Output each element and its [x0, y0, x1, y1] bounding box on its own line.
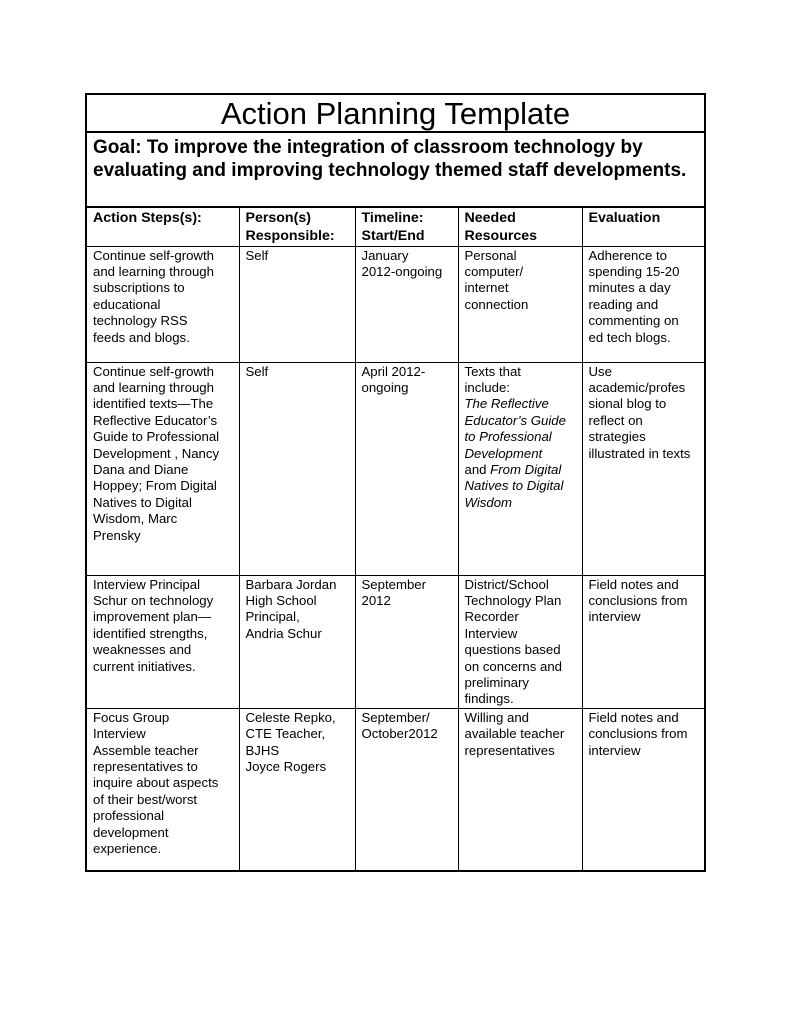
cell-line — [465, 642, 576, 658]
cell-line: Evaluation — [588, 210, 661, 226]
cell-line: current initiatives. — [93, 658, 196, 674]
cell-text: Texts that — [464, 363, 521, 379]
cell-line — [465, 609, 576, 625]
cell-text: Development — [464, 445, 543, 461]
cell-line: January — [361, 247, 409, 263]
cell-line: Field notes and — [588, 709, 679, 725]
cell-line: Resources — [464, 228, 538, 244]
cell-text: computer/ — [464, 263, 524, 279]
cell-line — [465, 413, 576, 429]
cell-text: available teacher — [464, 726, 565, 742]
cell-line: Start/End — [361, 228, 425, 244]
cell-timeline — [355, 575, 458, 708]
header-evaluation — [582, 208, 704, 246]
cell-timeline — [355, 362, 458, 575]
cell-line: academic/profes — [588, 379, 686, 395]
cell-line: Focus Group — [93, 709, 170, 725]
cell-line: Wisdom, Marc — [93, 511, 178, 527]
cell-line: interview — [588, 742, 641, 758]
cell-text: Personal — [464, 247, 517, 263]
cell-line: feeds and blogs. — [93, 329, 190, 345]
table-row — [87, 246, 704, 362]
cell-line: conclusions from — [588, 592, 688, 608]
cell-line: Guide to Professional — [93, 429, 220, 445]
cell-line: Timeline: — [361, 210, 424, 226]
cell-line: Development , Nancy — [93, 445, 220, 461]
cell-line — [465, 495, 576, 511]
cell-text: Technology Plan — [464, 592, 562, 608]
cell-text: Interview — [464, 625, 518, 641]
cell-line: September/ — [361, 709, 430, 725]
table-row — [87, 708, 704, 872]
cell-line — [465, 396, 576, 412]
cell-line — [465, 726, 576, 742]
cell-line: subscriptions to — [93, 280, 185, 296]
cell-line: inquire about aspects — [93, 775, 219, 791]
header-action-steps — [87, 208, 239, 246]
cell-needed-resources — [458, 575, 582, 708]
cell-line: Prensky — [93, 527, 141, 543]
cell-line: Use — [588, 363, 612, 379]
cell-line: professional — [93, 808, 165, 824]
cell-needed-resources — [458, 708, 582, 872]
cell-line: identified texts—The — [93, 396, 214, 412]
cell-line: conclusions from — [588, 726, 688, 742]
cell-line: spending 15-20 — [588, 263, 680, 279]
cell-line — [465, 691, 576, 707]
cell-line: 2012 — [361, 592, 391, 608]
cell-text: The Reflective — [464, 396, 549, 412]
cell-line: BJHS — [245, 742, 280, 758]
cell-line: Person(s) — [245, 210, 311, 226]
cell-line — [465, 710, 576, 726]
cell-needed-resources — [458, 362, 582, 575]
cell-text: on concerns and — [464, 658, 563, 674]
cell-line: Principal, — [245, 609, 300, 625]
cell-line: High School — [245, 592, 317, 608]
cell-line: strategies — [588, 429, 646, 445]
cell-persons-responsible — [239, 575, 355, 708]
header-timeline — [355, 208, 458, 246]
cell-line: Natives to Digital — [93, 494, 192, 510]
cell-text: findings. — [464, 691, 514, 707]
cell-text: Willing and — [464, 709, 530, 725]
cell-evaluation — [582, 575, 704, 708]
cell-line: Action Steps(s): — [93, 210, 202, 226]
cell-line: April 2012- — [361, 363, 426, 379]
cell-timeline — [355, 708, 458, 872]
cell-line: Continue self-growth — [93, 363, 214, 379]
cell-line: ed tech blogs. — [588, 329, 671, 345]
cell-line — [465, 280, 576, 296]
cell-line — [465, 380, 576, 396]
document-title: Action Planning Template — [87, 95, 704, 133]
cell-persons-responsible — [239, 708, 355, 872]
cell-persons-responsible — [239, 362, 355, 575]
cell-text: to Professional — [464, 429, 552, 445]
cell-line: Assemble teacher — [93, 742, 199, 758]
cell-line: Celeste Repko, — [245, 709, 336, 725]
cell-line: CTE Teacher, — [245, 726, 326, 742]
cell-text-italic: From Digital — [490, 461, 562, 477]
cell-line: September — [361, 576, 427, 592]
table-header-row — [87, 208, 704, 246]
cell-line: Needed — [464, 210, 516, 226]
cell-action-steps — [87, 575, 239, 708]
cell-line: reflect on — [588, 412, 643, 428]
table-row — [87, 362, 704, 575]
cell-line — [465, 659, 576, 675]
cell-line — [465, 593, 576, 609]
cell-line: interview — [588, 609, 641, 625]
cell-line: commenting on — [588, 313, 679, 329]
cell-line — [465, 675, 576, 691]
cell-line: Hoppey; From Digital — [93, 478, 217, 494]
cell-line: Responsible: — [245, 228, 335, 244]
cell-line: Field notes and — [588, 576, 679, 592]
cell-evaluation — [582, 246, 704, 362]
header-needed-resources — [458, 208, 582, 246]
cell-line: development — [93, 824, 169, 840]
cell-needed-resources — [458, 246, 582, 362]
cell-line: Schur on technology — [93, 592, 214, 608]
cell-line: minutes a day — [588, 280, 671, 296]
cell-line: reading and — [588, 296, 659, 312]
cell-text: representatives — [464, 742, 555, 758]
cell-line: Barbara Jordan — [245, 576, 337, 592]
cell-line — [465, 743, 576, 759]
cell-line — [465, 429, 576, 445]
action-plan-table — [87, 208, 704, 872]
cell-action-steps — [87, 246, 239, 362]
cell-timeline — [355, 246, 458, 362]
cell-text: District/School — [464, 576, 549, 592]
cell-text: connection — [464, 296, 529, 312]
cell-line: Joyce Rogers — [245, 758, 327, 774]
cell-line: October2012 — [361, 726, 438, 742]
cell-line: Interview — [93, 726, 146, 742]
goal-statement: Goal: To improve the integration of classroom technology by evaluating and improving technology themed staff developments. — [87, 133, 704, 208]
cell-line: identified strengths, — [93, 625, 208, 641]
cell-text: Natives to Digital — [464, 478, 564, 494]
cell-text: questions based — [464, 642, 561, 658]
cell-line — [465, 577, 576, 593]
cell-line: improvement plan— — [93, 609, 212, 625]
action-plan-document — [85, 93, 706, 872]
cell-line: and learning through — [93, 379, 214, 395]
header-persons-responsible — [239, 208, 355, 246]
cell-evaluation — [582, 708, 704, 872]
cell-line: Adherence to — [588, 247, 667, 263]
table-row — [87, 575, 704, 708]
cell-text: and — [464, 461, 491, 477]
cell-line: experience. — [93, 841, 162, 856]
cell-line: Self — [245, 247, 269, 263]
cell-persons-responsible — [239, 246, 355, 362]
cell-line: Interview Principal — [93, 576, 201, 592]
cell-line — [465, 297, 576, 313]
cell-line — [465, 478, 576, 494]
cell-text: internet — [464, 280, 509, 296]
cell-line: ongoing — [361, 379, 409, 395]
cell-text: Wisdom — [464, 494, 513, 510]
cell-line: Andria Schur — [245, 625, 322, 641]
cell-line: 2012-ongoing — [361, 263, 443, 279]
cell-text: preliminary — [464, 674, 529, 690]
cell-line: Dana and Diane — [93, 461, 189, 477]
cell-text: Recorder — [464, 609, 519, 625]
cell-line: sional blog to — [588, 396, 667, 412]
cell-line: educational — [93, 296, 161, 312]
cell-line: of their best/worst — [93, 791, 198, 807]
cell-action-steps — [87, 362, 239, 575]
cell-line — [465, 248, 576, 264]
cell-evaluation — [582, 362, 704, 575]
cell-text: include: — [464, 379, 510, 395]
cell-line — [465, 462, 576, 478]
cell-line — [465, 446, 576, 462]
cell-line: and learning through — [93, 263, 214, 279]
cell-line: representatives to — [93, 758, 198, 774]
cell-action-steps — [87, 708, 239, 872]
cell-line: weaknesses and — [93, 642, 192, 658]
cell-line — [465, 626, 576, 642]
cell-line — [465, 264, 576, 280]
cell-text: Educator’s Guide — [464, 412, 566, 428]
cell-line: technology RSS — [93, 313, 188, 329]
cell-line: Self — [245, 363, 269, 379]
cell-line: Continue self-growth — [93, 247, 214, 263]
cell-line: illustrated in texts — [588, 445, 691, 461]
cell-line: Reflective Educator’s — [93, 412, 218, 428]
cell-line — [465, 364, 576, 380]
